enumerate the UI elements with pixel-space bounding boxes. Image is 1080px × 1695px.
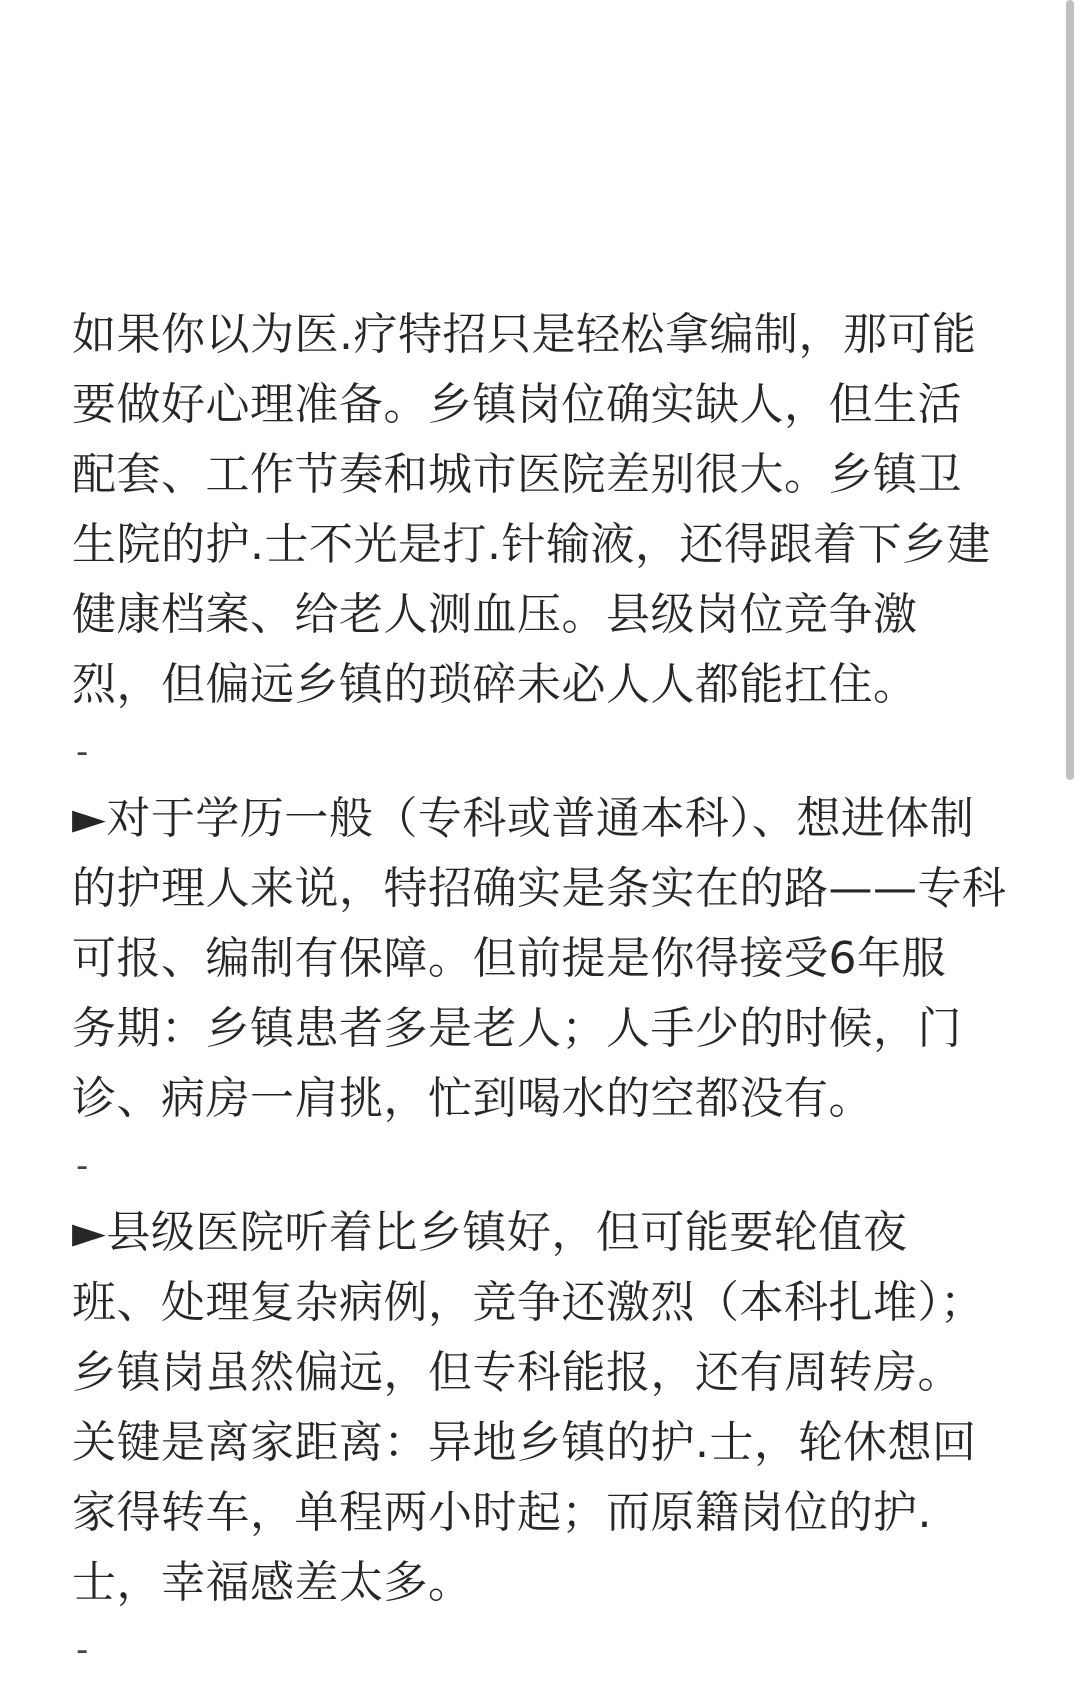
- paragraph-education: [72, 784, 1022, 1134]
- text-line: 生院的护.士不光是打.针输液，还得跟着下乡建: [72, 519, 991, 570]
- text-line: 可报、编制有保障。但前提是你得接受6年服: [72, 933, 946, 984]
- paragraph-county-vs-town: [72, 1198, 1022, 1618]
- scrollbar-thumb[interactable]: [1066, 0, 1074, 780]
- text-line: 配套、工作节奏和城市医院差别很大。乡镇卫: [72, 449, 962, 500]
- text-line: ►县级医院听着比乡镇好，但可能要轮值夜: [72, 1207, 908, 1258]
- text-line: 烈，但偏远乡镇的琐碎未必人人都能扛住。: [72, 659, 918, 710]
- article-body: [72, 300, 1022, 1682]
- text-line: 关键是离家距离：异地乡镇的护.士，轮休想回: [72, 1417, 977, 1468]
- text-line: 的护理人来说，特招确实是条实在的路——专科: [72, 863, 1007, 914]
- text-line: 要做好心理准备。乡镇岗位确实缺人，但生活: [72, 379, 962, 430]
- paragraph-intro: [72, 300, 1022, 720]
- text-line: 务期：乡镇患者多是老人；人手少的时候，门: [72, 1003, 962, 1054]
- text-line: 健康档案、给老人测血压。县级岗位竞争激: [72, 589, 918, 640]
- text-line: ►对于学历一般（专科或普通本科）、想进体制: [72, 793, 975, 844]
- text-line: 班、处理复杂病例，竞争还激烈（本科扎堆）；: [72, 1277, 985, 1328]
- section-separator: -: [76, 732, 89, 772]
- text-line: 诊、病房一肩挑，忙到喝水的空都没有。: [72, 1073, 873, 1124]
- text-line: 士，幸福感差太多。: [72, 1557, 473, 1608]
- section-separator: -: [76, 1146, 89, 1186]
- text-line: 家得转车，单程两小时起；而原籍岗位的护.: [72, 1487, 932, 1538]
- section-separator: -: [76, 1630, 89, 1670]
- text-line: 乡镇岗虽然偏远，但专科能报，还有周转房。: [72, 1347, 962, 1398]
- text-line: 如果你以为医.疗特招只是轻松拿编制，那可能: [72, 309, 977, 360]
